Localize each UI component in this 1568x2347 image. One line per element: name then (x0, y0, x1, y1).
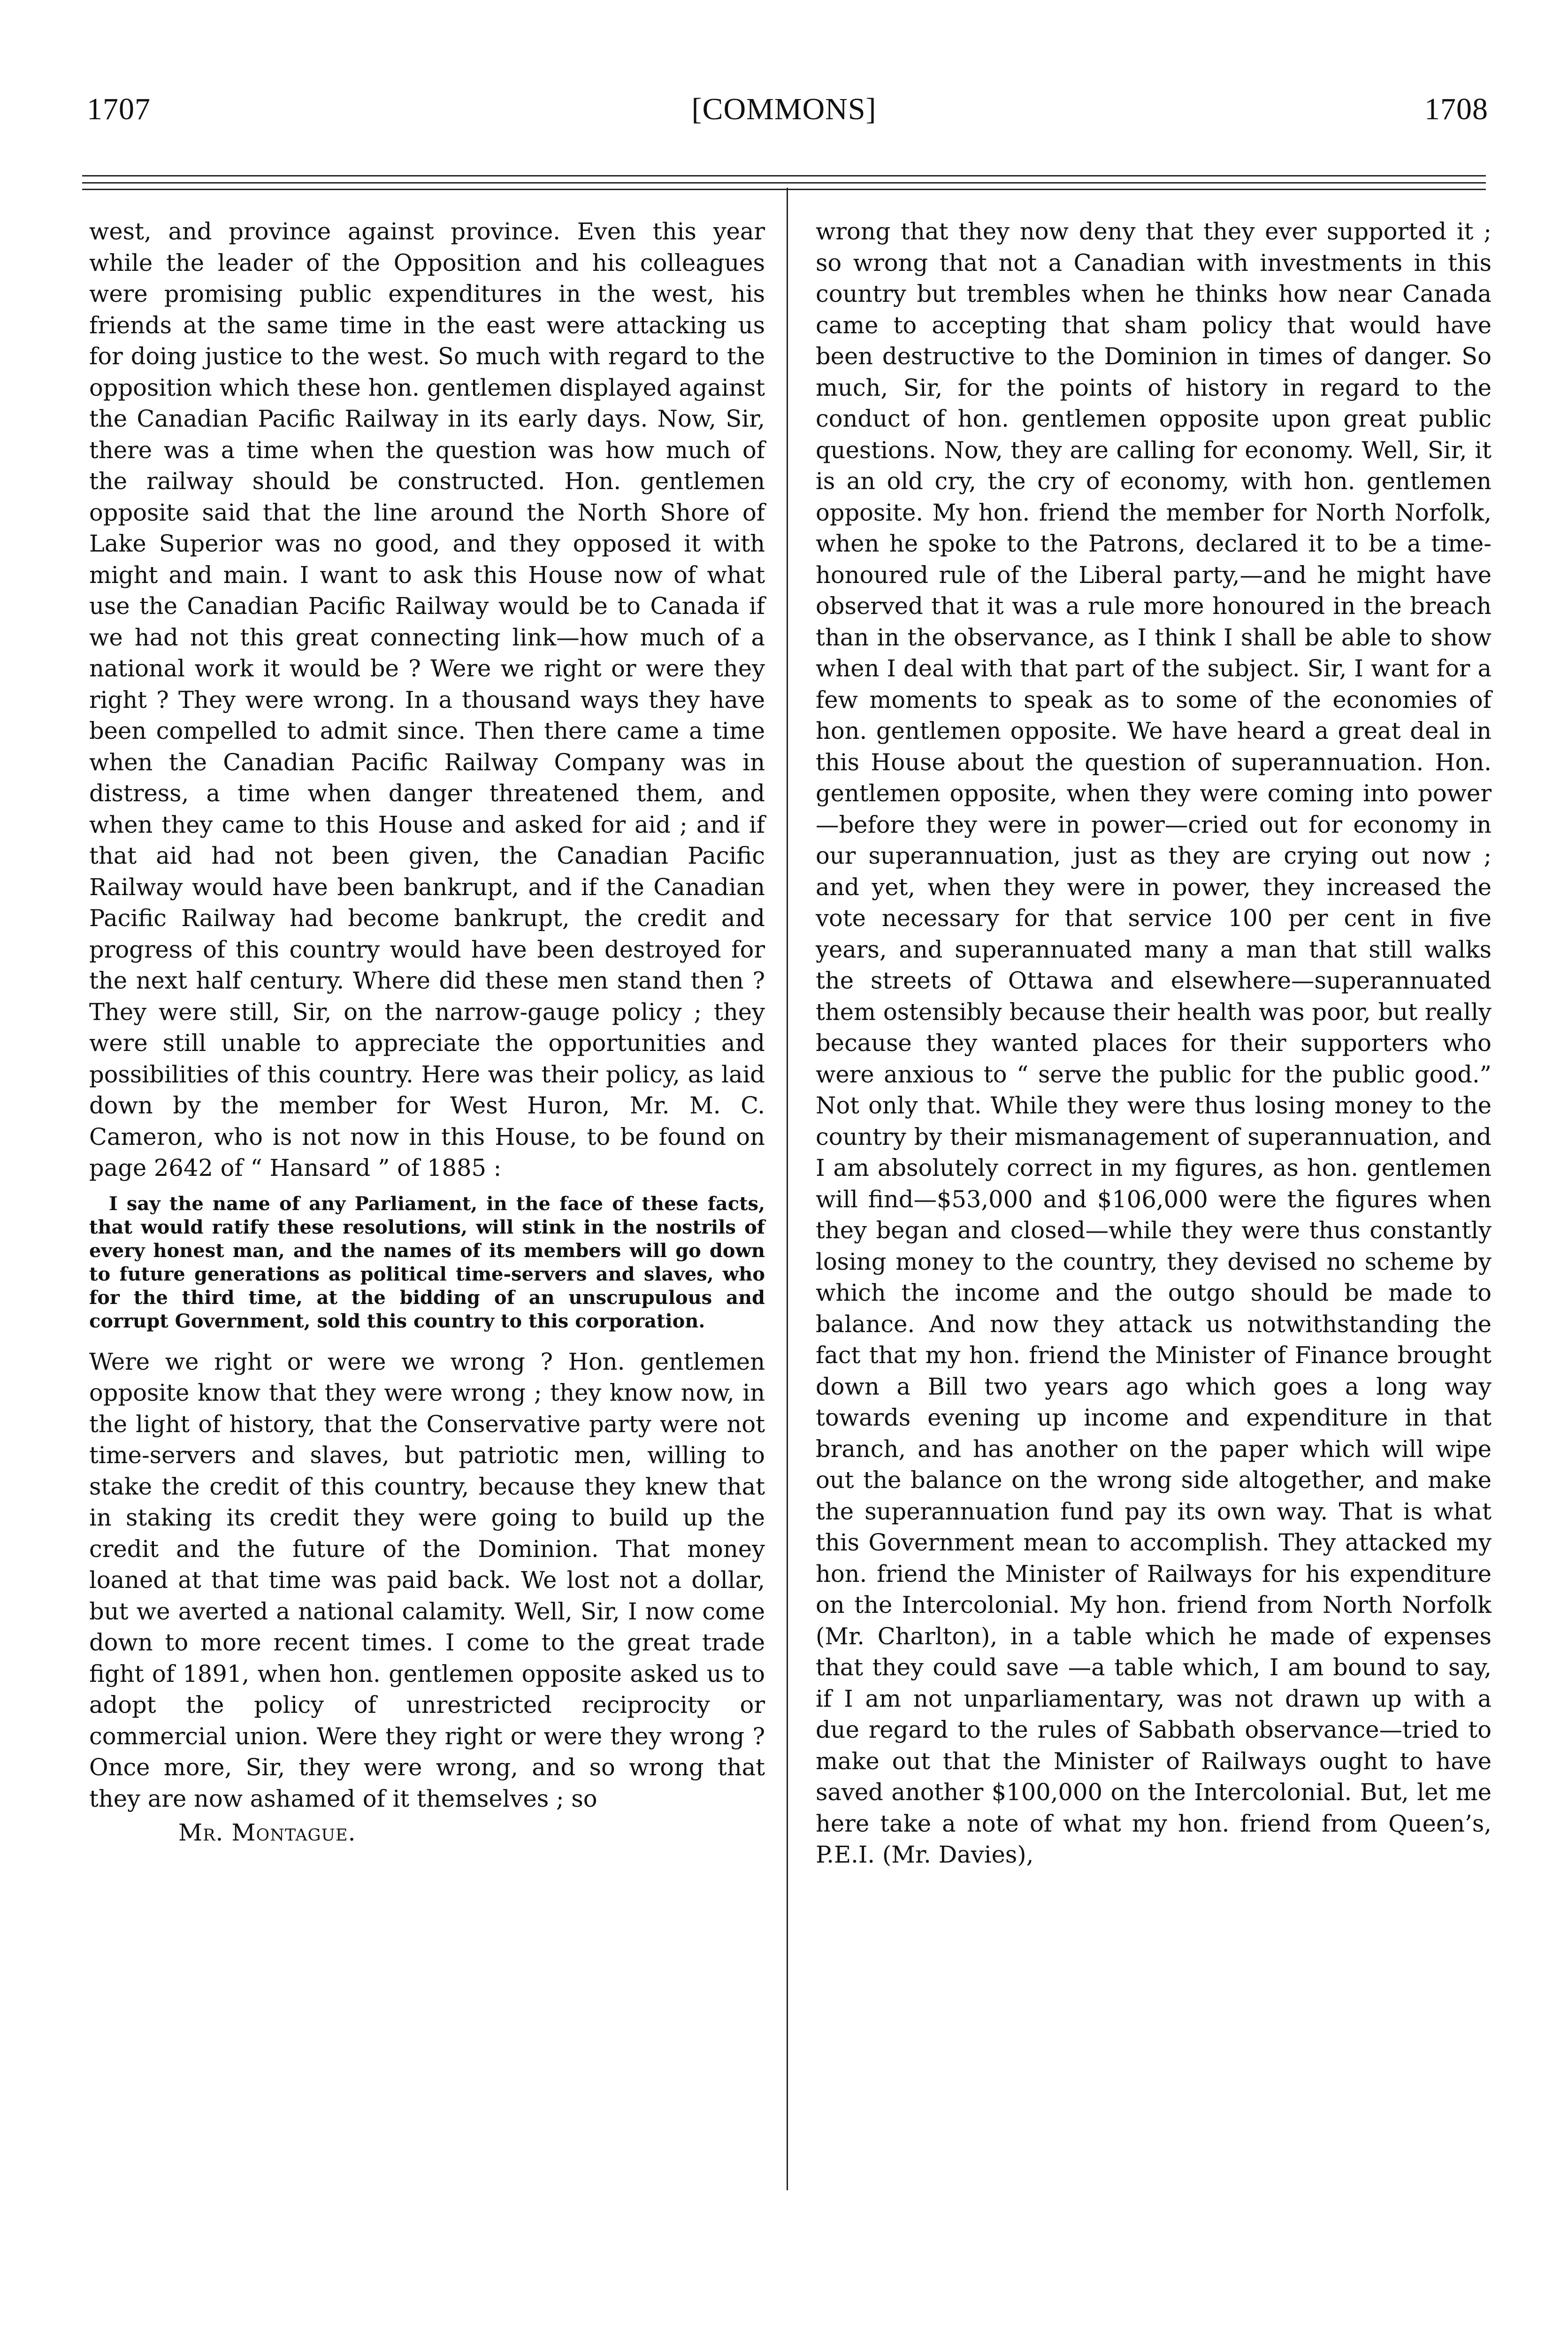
column-divider (787, 188, 788, 2190)
page-header (75, 87, 1493, 143)
left-paragraph-2: Were we right or were we wrong ? Hon. gentlemen opposite know that they were wrong ; they know now, in the light of history, that the Conservative party were not time-servers and slaves, but patriotic men, willing to stake the credit of this country, because they knew that in staking its credit they were going to build up the credit and the future of the Dominion. That money loaned at that time was paid back. We lost not a dollar, but we averted a national calamity. Well, Sir, I now come down to more recent times. I come to the great trade fight of 1891, when hon. gentlemen opposite asked us to adopt the policy of unrestricted reciprocity or commercial union. Were they right or were they wrong ? Once more, Sir, they were wrong, and so wrong that they are now ashamed of it themselves ; so (89, 1348, 765, 1812)
header-rule-top (82, 175, 1486, 176)
running-head: [COMMONS] (691, 92, 877, 126)
page-number-right: 1708 (1424, 92, 1488, 126)
page-number-left: 1707 (87, 92, 151, 126)
hansard-quote: I say the name of any Parliament, in the face of these facts, that would ratify these resolutions, will stink in the nostrils of every honest man, and the names of its members will go down to future generations as political time-servers and slaves, who for the third time, at the bidding of an unscrupulous and corrupt Government, sold this country to this corporation. (89, 1192, 765, 1332)
right-column (816, 216, 1492, 1871)
left-column (89, 216, 765, 1848)
right-paragraph-1: wrong that they now deny that they ever supported it ; so wrong that not a Canadian with investments in this country but trembles when he thinks how near Canada came to accepting that sham policy that would have been destructive to the Dominion in times of danger. So much, Sir, for the points of history in regard to the conduct of hon. gentlemen opposite upon great public questions. Now, they are calling for economy. Well, Sir, it is an old cry, the cry of economy, with hon. gentlemen opposite. My hon. friend the member for North Norfolk, when he spoke to the Patrons, declared it to be a time-honoured rule of the Liberal party,—and he might have observed that it was a rule more honoured in the breach than in the observance, as I think I shall be able to show when I deal with that part of the subject. Sir, I want for a few moments to speak as to some of the economies of hon. gentlemen opposite. We have heard a great deal in this House about the question of superannuation. Hon. gentlemen opposite, when they were coming into power—before they were in power—cried out for economy in our superannuation, just as they are crying out now ; and yet, when they were in power, they increased the vote necessary for that service 100 per cent in five years, and superannuated many a man that still walks the streets of Ottawa and elsewhere—superannuated them ostensibly because their health was poor, but really because they wanted places for their supporters who were anxious to “ serve the public for the public good.” Not only that. While they were thus losing money to the country by their mismanagement of superannuation, and I am absolutely correct in my figures, as hon. gentlemen will find—$53,000 and $106,000 were the figures when they began and closed—while they were thus constantly losing money to the country, they devised no scheme by which the income and the outgo should be made to balance. And now they attack us notwithstanding the fact that my hon. friend the Minister of Finance brought down a Bill two years ago which goes a long way towards evening up income and expenditure in that branch, and has another on the paper which will wipe out the balance on the wrong side altogether, and make the superannuation fund pay its own way. That is what this Government mean to accomplish. They attacked my hon. friend the Minister of Railways for his expenditure on the Intercolonial. My hon. friend from North Norfolk (Mr. Charlton), in a table which he made of expenses that they could save —a table which, I am bound to say, if I am not unparliamentary, was not drawn up with a due regard to the rules of Sabbath observance—tried to make out that the Minister of Railways ought to have saved another $100,000 on the Intercolonial. But, let me here take a note of what my hon. friend from Queen’s, P.E.I. (Mr. Davies), (816, 218, 1492, 1868)
speaker-signature: Mr. Montague. (178, 1819, 356, 1846)
header-rule-bottom (82, 189, 1486, 190)
header-rule-middle (82, 182, 1486, 184)
left-paragraph-1: west, and province against province. Even this year while the leader of the Opposition and his colleagues were promising public expenditures in the west, his friends at the same time in the east were attacking us for doing justice to the west. So much with regard to the opposition which these hon. gentlemen displayed against the Canadian Pacific Railway in its early days. Now, Sir, there was a time when the question was how much of the railway should be constructed. Hon. gentlemen opposite said that the line around the North Shore of Lake Superior was no good, and they opposed it with might and main. I want to ask this House now of what use the Canadian Pacific Railway would be to Canada if we had not this great connecting link—how much of a national work it would be ? Were we right or were they right ? They were wrong. In a thousand ways they have been compelled to admit since. Then there came a time when the Canadian Pacific Railway Company was in distress, a time when danger threatened them, and when they came to this House and asked for aid ; and if that aid had not been given, the Canadian Pacific Railway would have been bankrupt, and if the Canadian Pacific Railway had become bankrupt, the credit and progress of this country would have been destroyed for the next half century. Where did these men stand then ? They were still, Sir, on the narrow-gauge policy ; they were still unable to appreciate the opportunities and possibilities of this country. Here was their policy, as laid down by the member for West Huron, Mr. M. C. Cameron, who is not now in this House, to be found on page 2642 of “ Hansard ” of 1885 : (89, 218, 765, 1181)
